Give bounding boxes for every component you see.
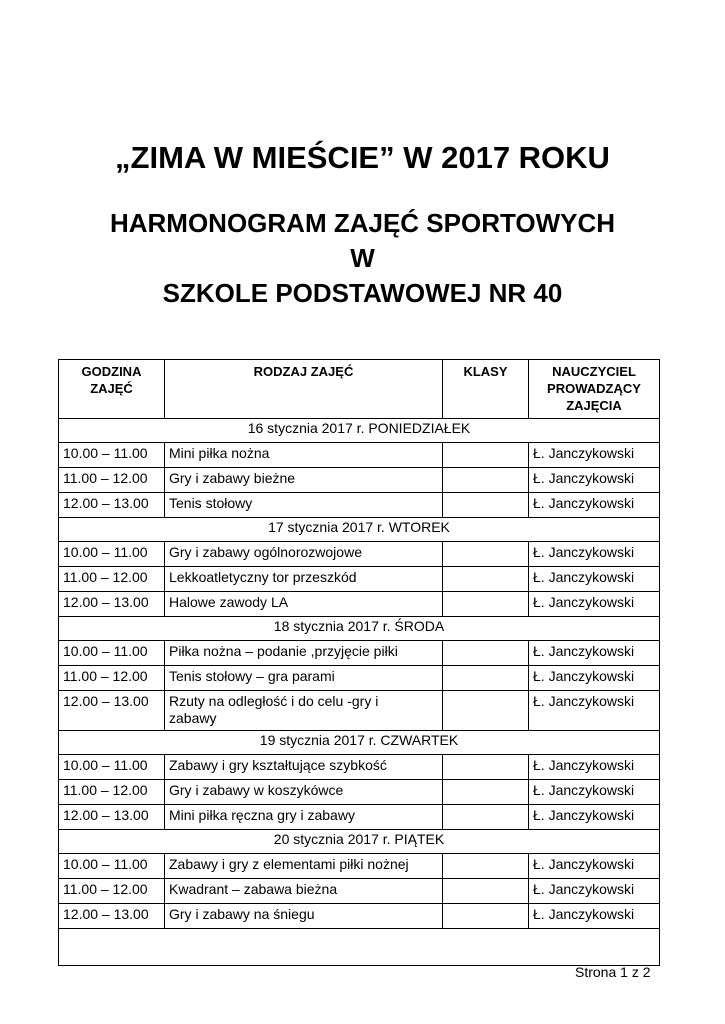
document-subtitle-line-3: SZKOLE PODSTAWOWEJ NR 40 xyxy=(162,278,563,308)
activity-cell: Piłka nożna – podanie ,przyjęcie piłki xyxy=(165,641,443,666)
table-row xyxy=(59,780,660,805)
classes-cell xyxy=(443,567,529,592)
time-cell: 11.00 – 12.00 xyxy=(59,468,165,493)
table-row xyxy=(59,443,660,468)
classes-cell xyxy=(443,641,529,666)
classes-cell xyxy=(443,904,529,929)
classes-cell xyxy=(443,592,529,617)
header-classes: KLASY xyxy=(443,360,529,419)
page-number: Strona 1 z 2 xyxy=(575,964,651,980)
classes-cell xyxy=(443,468,529,493)
activity-cell xyxy=(165,691,443,731)
day-label: 16 stycznia 2017 r. PONIEDZIAŁEK xyxy=(59,419,660,443)
day-label: 18 stycznia 2017 r. ŚRODA xyxy=(59,617,660,641)
activity-cell: Gry i zabawy bieżne xyxy=(165,468,443,493)
classes-cell xyxy=(443,854,529,879)
day-label: 20 stycznia 2017 r. PIĄTEK xyxy=(59,830,660,854)
activity-line-2: zabawy xyxy=(169,710,217,726)
document-subtitle-line-2: W xyxy=(350,243,375,273)
classes-cell xyxy=(443,691,529,731)
table-row xyxy=(59,592,660,617)
time-cell: 10.00 – 11.00 xyxy=(59,641,165,666)
teacher-cell: Ł. Janczykowski xyxy=(529,641,660,666)
day-row xyxy=(59,731,660,755)
table-row xyxy=(59,879,660,904)
time-cell: 11.00 – 12.00 xyxy=(59,567,165,592)
teacher-cell: Ł. Janczykowski xyxy=(529,493,660,518)
teacher-cell: Ł. Janczykowski xyxy=(529,879,660,904)
activity-cell: Mini piłka nożna xyxy=(165,443,443,468)
time-cell: 12.00 – 13.00 xyxy=(59,805,165,830)
classes-cell xyxy=(443,805,529,830)
table-header-row xyxy=(59,360,660,419)
day-row xyxy=(59,419,660,443)
activity-line-1: Rzuty na odległość i do celu -gry i xyxy=(169,693,379,709)
time-cell: 12.00 – 13.00 xyxy=(59,592,165,617)
activity-cell: Lekkoatletyczny tor przeszkód xyxy=(165,567,443,592)
document-subtitle-line-1: HARMONOGRAM ZAJĘĆ SPORTOWYCH xyxy=(109,208,616,238)
time-cell: 10.00 – 11.00 xyxy=(59,755,165,780)
time-cell: 11.00 – 12.00 xyxy=(59,666,165,691)
header-hour-line-1: GODZINA xyxy=(81,364,142,379)
classes-cell xyxy=(443,443,529,468)
teacher-cell: Ł. Janczykowski xyxy=(529,904,660,929)
teacher-cell: Ł. Janczykowski xyxy=(529,592,660,617)
table-row xyxy=(59,904,660,929)
table-row xyxy=(59,468,660,493)
empty-cell xyxy=(59,929,660,966)
activity-cell: Gry i zabawy na śniegu xyxy=(165,904,443,929)
teacher-cell: Ł. Janczykowski xyxy=(529,805,660,830)
activity-cell: Halowe zawody LA xyxy=(165,592,443,617)
day-row xyxy=(59,617,660,641)
time-cell: 12.00 – 13.00 xyxy=(59,691,165,731)
header-teacher-line-2: PROWADZĄCY xyxy=(547,381,641,396)
teacher-cell: Ł. Janczykowski xyxy=(529,443,660,468)
header-hour xyxy=(59,360,165,419)
table-row xyxy=(59,805,660,830)
activity-cell: Kwadrant – zabawa bieżna xyxy=(165,879,443,904)
day-row xyxy=(59,830,660,854)
empty-row xyxy=(59,929,660,966)
header-teacher-line-3: ZAJĘCIA xyxy=(566,398,622,413)
header-hour-line-2: ZAJĘĆ xyxy=(90,381,133,396)
table-row xyxy=(59,666,660,691)
classes-cell xyxy=(443,780,529,805)
time-cell: 12.00 – 13.00 xyxy=(59,904,165,929)
classes-cell xyxy=(443,493,529,518)
teacher-cell: Ł. Janczykowski xyxy=(529,468,660,493)
document-title: „ZIMA W MIEŚCIE” W 2017 ROKU xyxy=(115,140,610,175)
header-teacher xyxy=(529,360,660,419)
time-cell: 10.00 – 11.00 xyxy=(59,854,165,879)
activity-cell: Zabawy i gry z elementami piłki nożnej xyxy=(165,854,443,879)
time-cell: 12.00 – 13.00 xyxy=(59,493,165,518)
table-row xyxy=(59,755,660,780)
teacher-cell: Ł. Janczykowski xyxy=(529,567,660,592)
day-label: 19 stycznia 2017 r. CZWARTEK xyxy=(59,731,660,755)
day-label: 17 stycznia 2017 r. WTOREK xyxy=(59,518,660,542)
teacher-cell: Ł. Janczykowski xyxy=(529,780,660,805)
teacher-cell: Ł. Janczykowski xyxy=(529,755,660,780)
table-row xyxy=(59,567,660,592)
activity-cell: Tenis stołowy – gra parami xyxy=(165,666,443,691)
schedule-table xyxy=(58,359,660,966)
teacher-cell: Ł. Janczykowski xyxy=(529,854,660,879)
activity-cell: Gry i zabawy w koszykówce xyxy=(165,780,443,805)
classes-cell xyxy=(443,755,529,780)
table-row xyxy=(59,854,660,879)
teacher-cell: Ł. Janczykowski xyxy=(529,666,660,691)
day-row xyxy=(59,518,660,542)
activity-cell: Zabawy i gry kształtujące szybkość xyxy=(165,755,443,780)
activity-cell: Mini piłka ręczna gry i zabawy xyxy=(165,805,443,830)
classes-cell xyxy=(443,879,529,904)
table-row xyxy=(59,641,660,666)
table-row xyxy=(59,542,660,567)
teacher-cell: Ł. Janczykowski xyxy=(529,691,660,731)
time-cell: 10.00 – 11.00 xyxy=(59,542,165,567)
teacher-cell: Ł. Janczykowski xyxy=(529,542,660,567)
table-row xyxy=(59,493,660,518)
time-cell: 11.00 – 12.00 xyxy=(59,780,165,805)
classes-cell xyxy=(443,542,529,567)
time-cell: 11.00 – 12.00 xyxy=(59,879,165,904)
table-row xyxy=(59,691,660,731)
header-teacher-line-1: NAUCZYCIEL xyxy=(552,364,636,379)
activity-cell: Gry i zabawy ogólnorozwojowe xyxy=(165,542,443,567)
activity-cell: Tenis stołowy xyxy=(165,493,443,518)
header-activity: RODZAJ ZAJĘĆ xyxy=(165,360,443,419)
classes-cell xyxy=(443,666,529,691)
time-cell: 10.00 – 11.00 xyxy=(59,443,165,468)
